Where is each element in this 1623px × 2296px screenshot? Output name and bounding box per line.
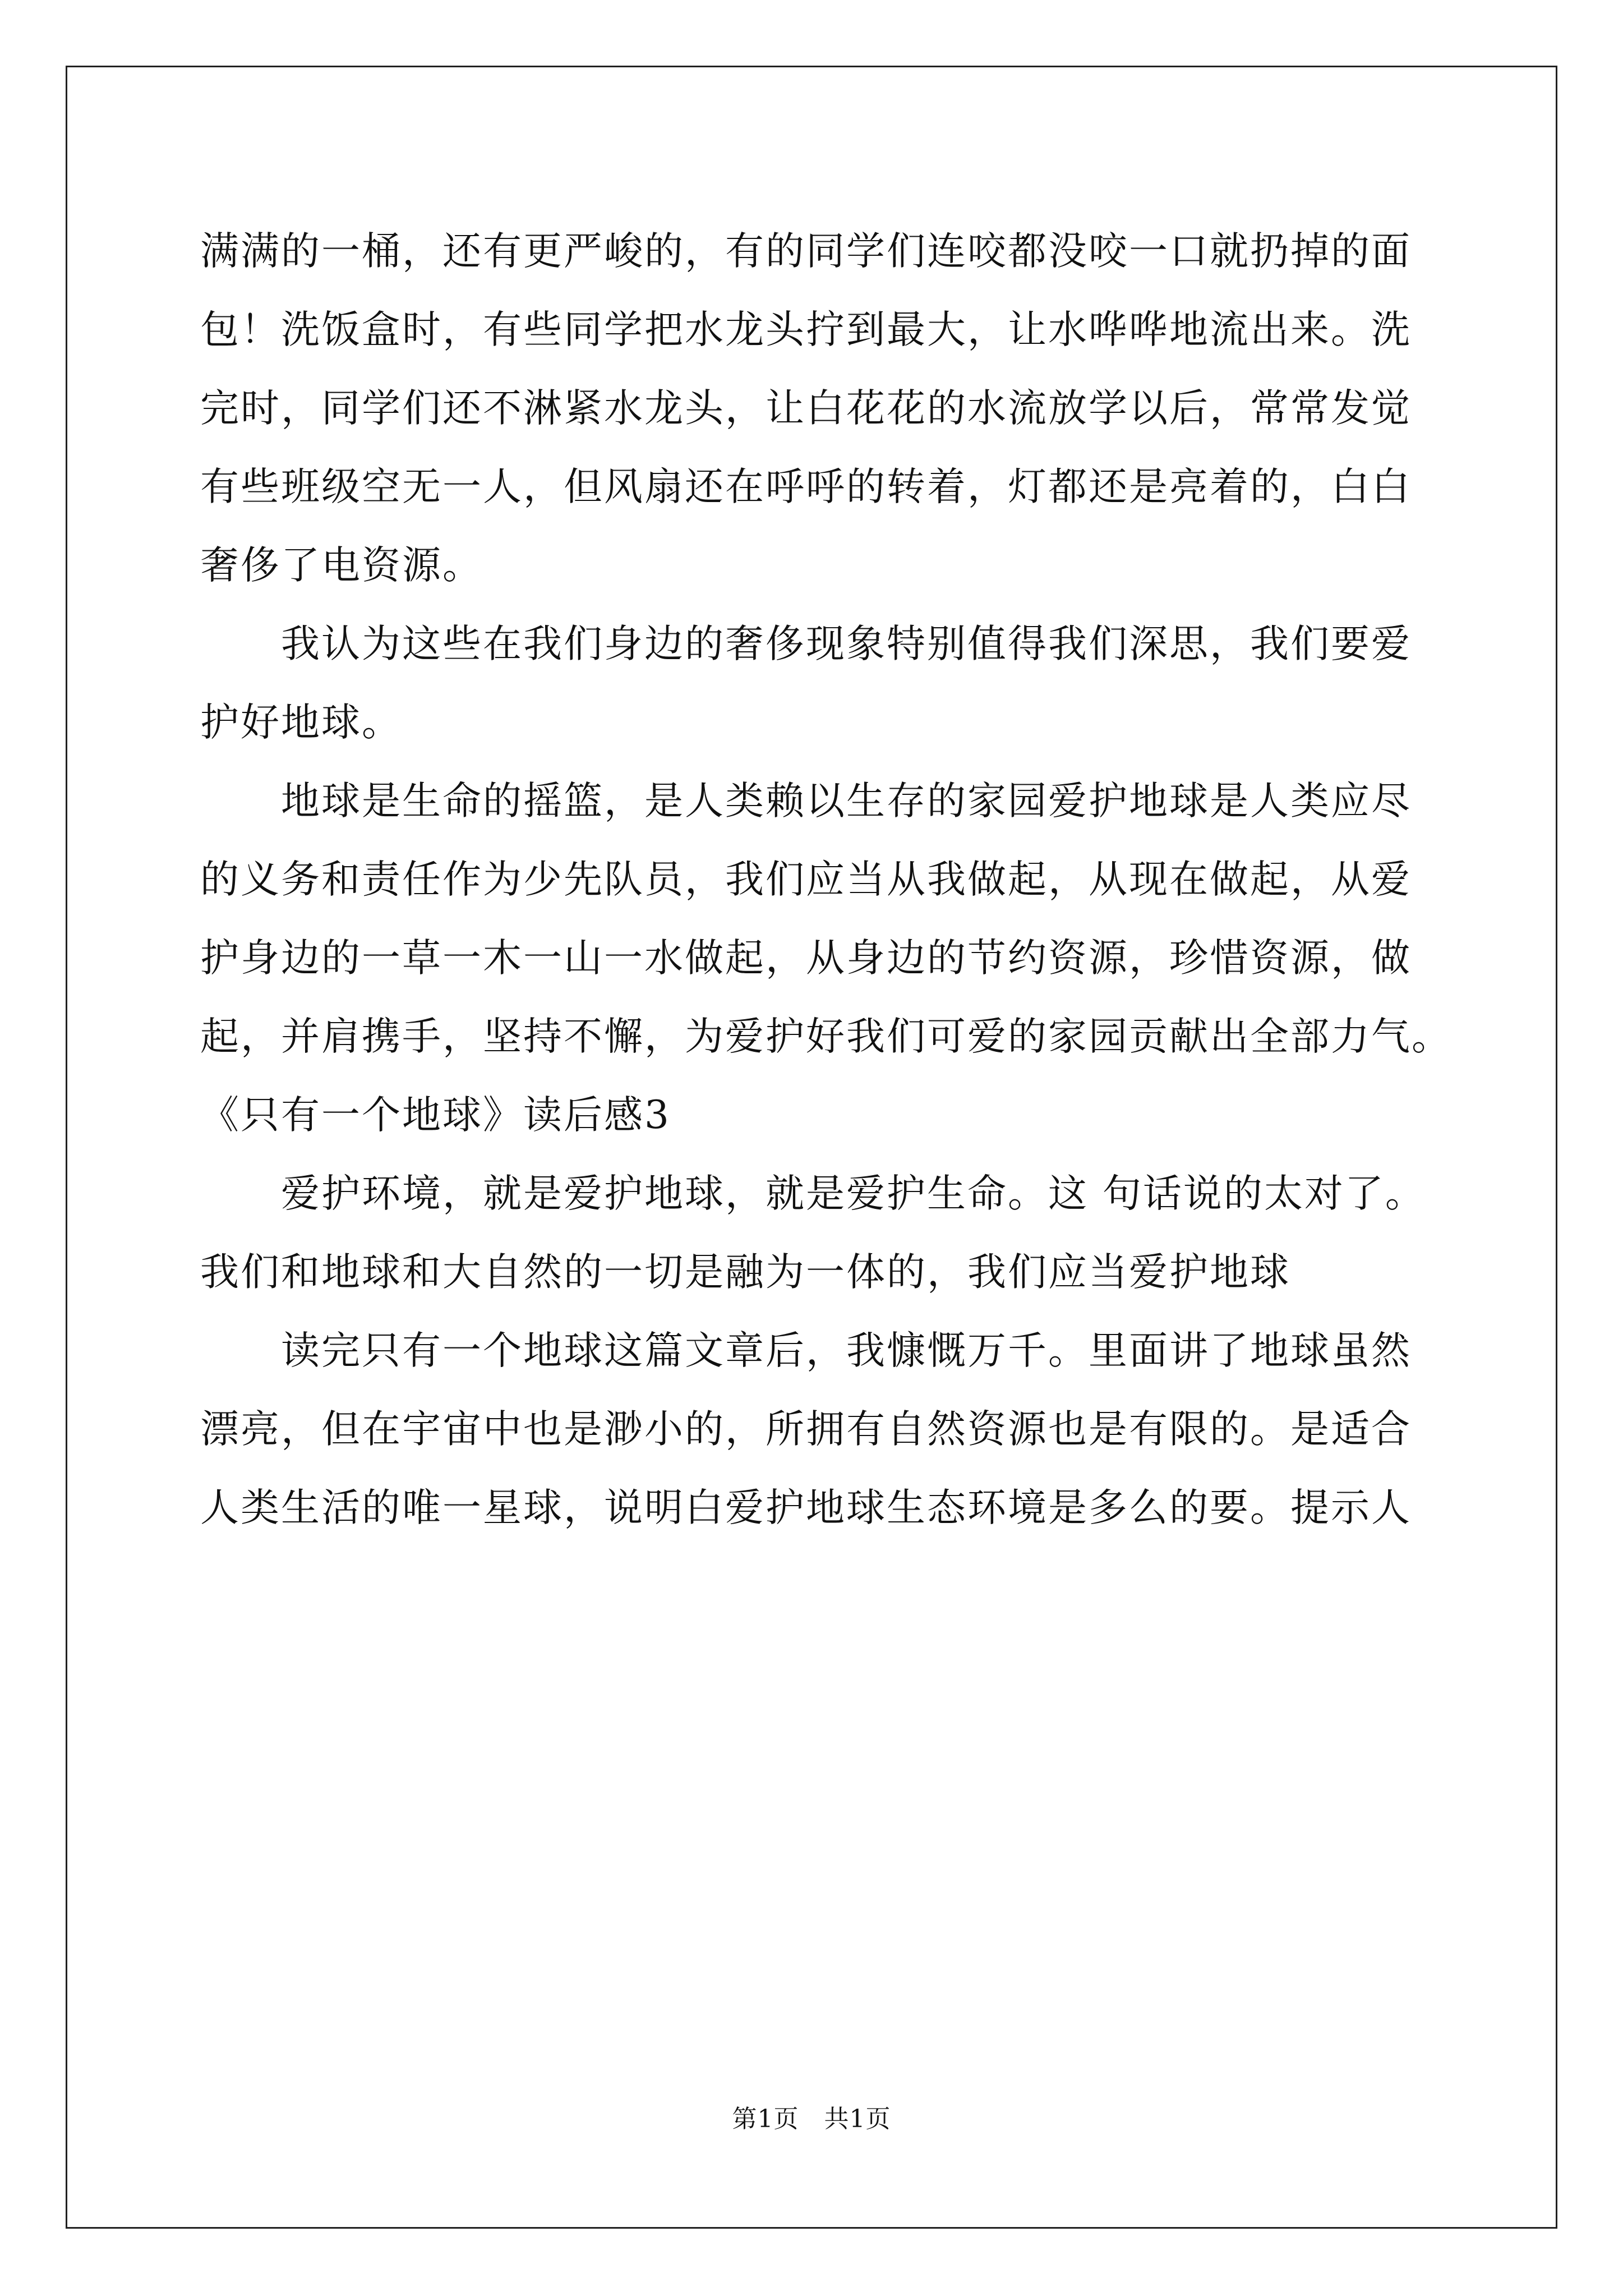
text-line: 爱护环境，就是爱护地球，就是爱护生命。这 句话说的太对了。 bbox=[200, 1171, 1426, 1216]
section-heading: 《只有一个地球》读后感3 bbox=[200, 1093, 671, 1138]
page-footer: 第1页 共1页 bbox=[732, 2105, 891, 2133]
text-line: 护好地球。 bbox=[200, 700, 402, 745]
text-line: 奢侈了电资源。 bbox=[200, 543, 483, 588]
text-line: 的义务和责任作为少先队员，我们应当从我做起，从现在做起，从爱 bbox=[200, 857, 1412, 902]
text-line: 包！洗饭盒时，有些同学把水龙头拧到最大，让水哗哗地流出来。洗 bbox=[200, 307, 1412, 352]
text-line: 我认为这些在我们身边的奢侈现象特别值得我们深思，我们要爱 bbox=[200, 622, 1412, 666]
text-line: 我们和地球和大自然的一切是融为一体的，我们应当爱护地球 bbox=[200, 1250, 1290, 1295]
text-line: 人类生活的唯一星球，说明白爱护地球生态环境是多么的要。提示人 bbox=[200, 1485, 1412, 1530]
text-line: 有些班级空无一人，但风扇还在呼呼的转着，灯都还是亮着的，白白 bbox=[200, 464, 1412, 509]
text-line: 漂亮，但在宇宙中也是渺小的，所拥有自然资源也是有限的。是适合 bbox=[200, 1407, 1412, 1452]
text-line: 地球是生命的摇篮，是人类赖以生存的家园爱护地球是人类应尽 bbox=[200, 779, 1412, 823]
text-line: 完时，同学们还不淋紧水龙头，让白花花的水流放学以后，常常发觉 bbox=[200, 386, 1412, 431]
text-line: 护身边的一草一木一山一水做起，从身边的节约资源，珍惜资源，做 bbox=[200, 936, 1412, 981]
text-line: 满满的一桶，还有更严峻的，有的同学们连咬都没咬一口就扔掉的面 bbox=[200, 229, 1412, 274]
text-line: 起，并肩携手，坚持不懈，为爱护好我们可爱的家园贡献出全部力气。 bbox=[200, 1014, 1452, 1059]
text-line: 读完只有一个地球这篇文章后，我慷慨万千。里面讲了地球虽然 bbox=[200, 1328, 1412, 1373]
